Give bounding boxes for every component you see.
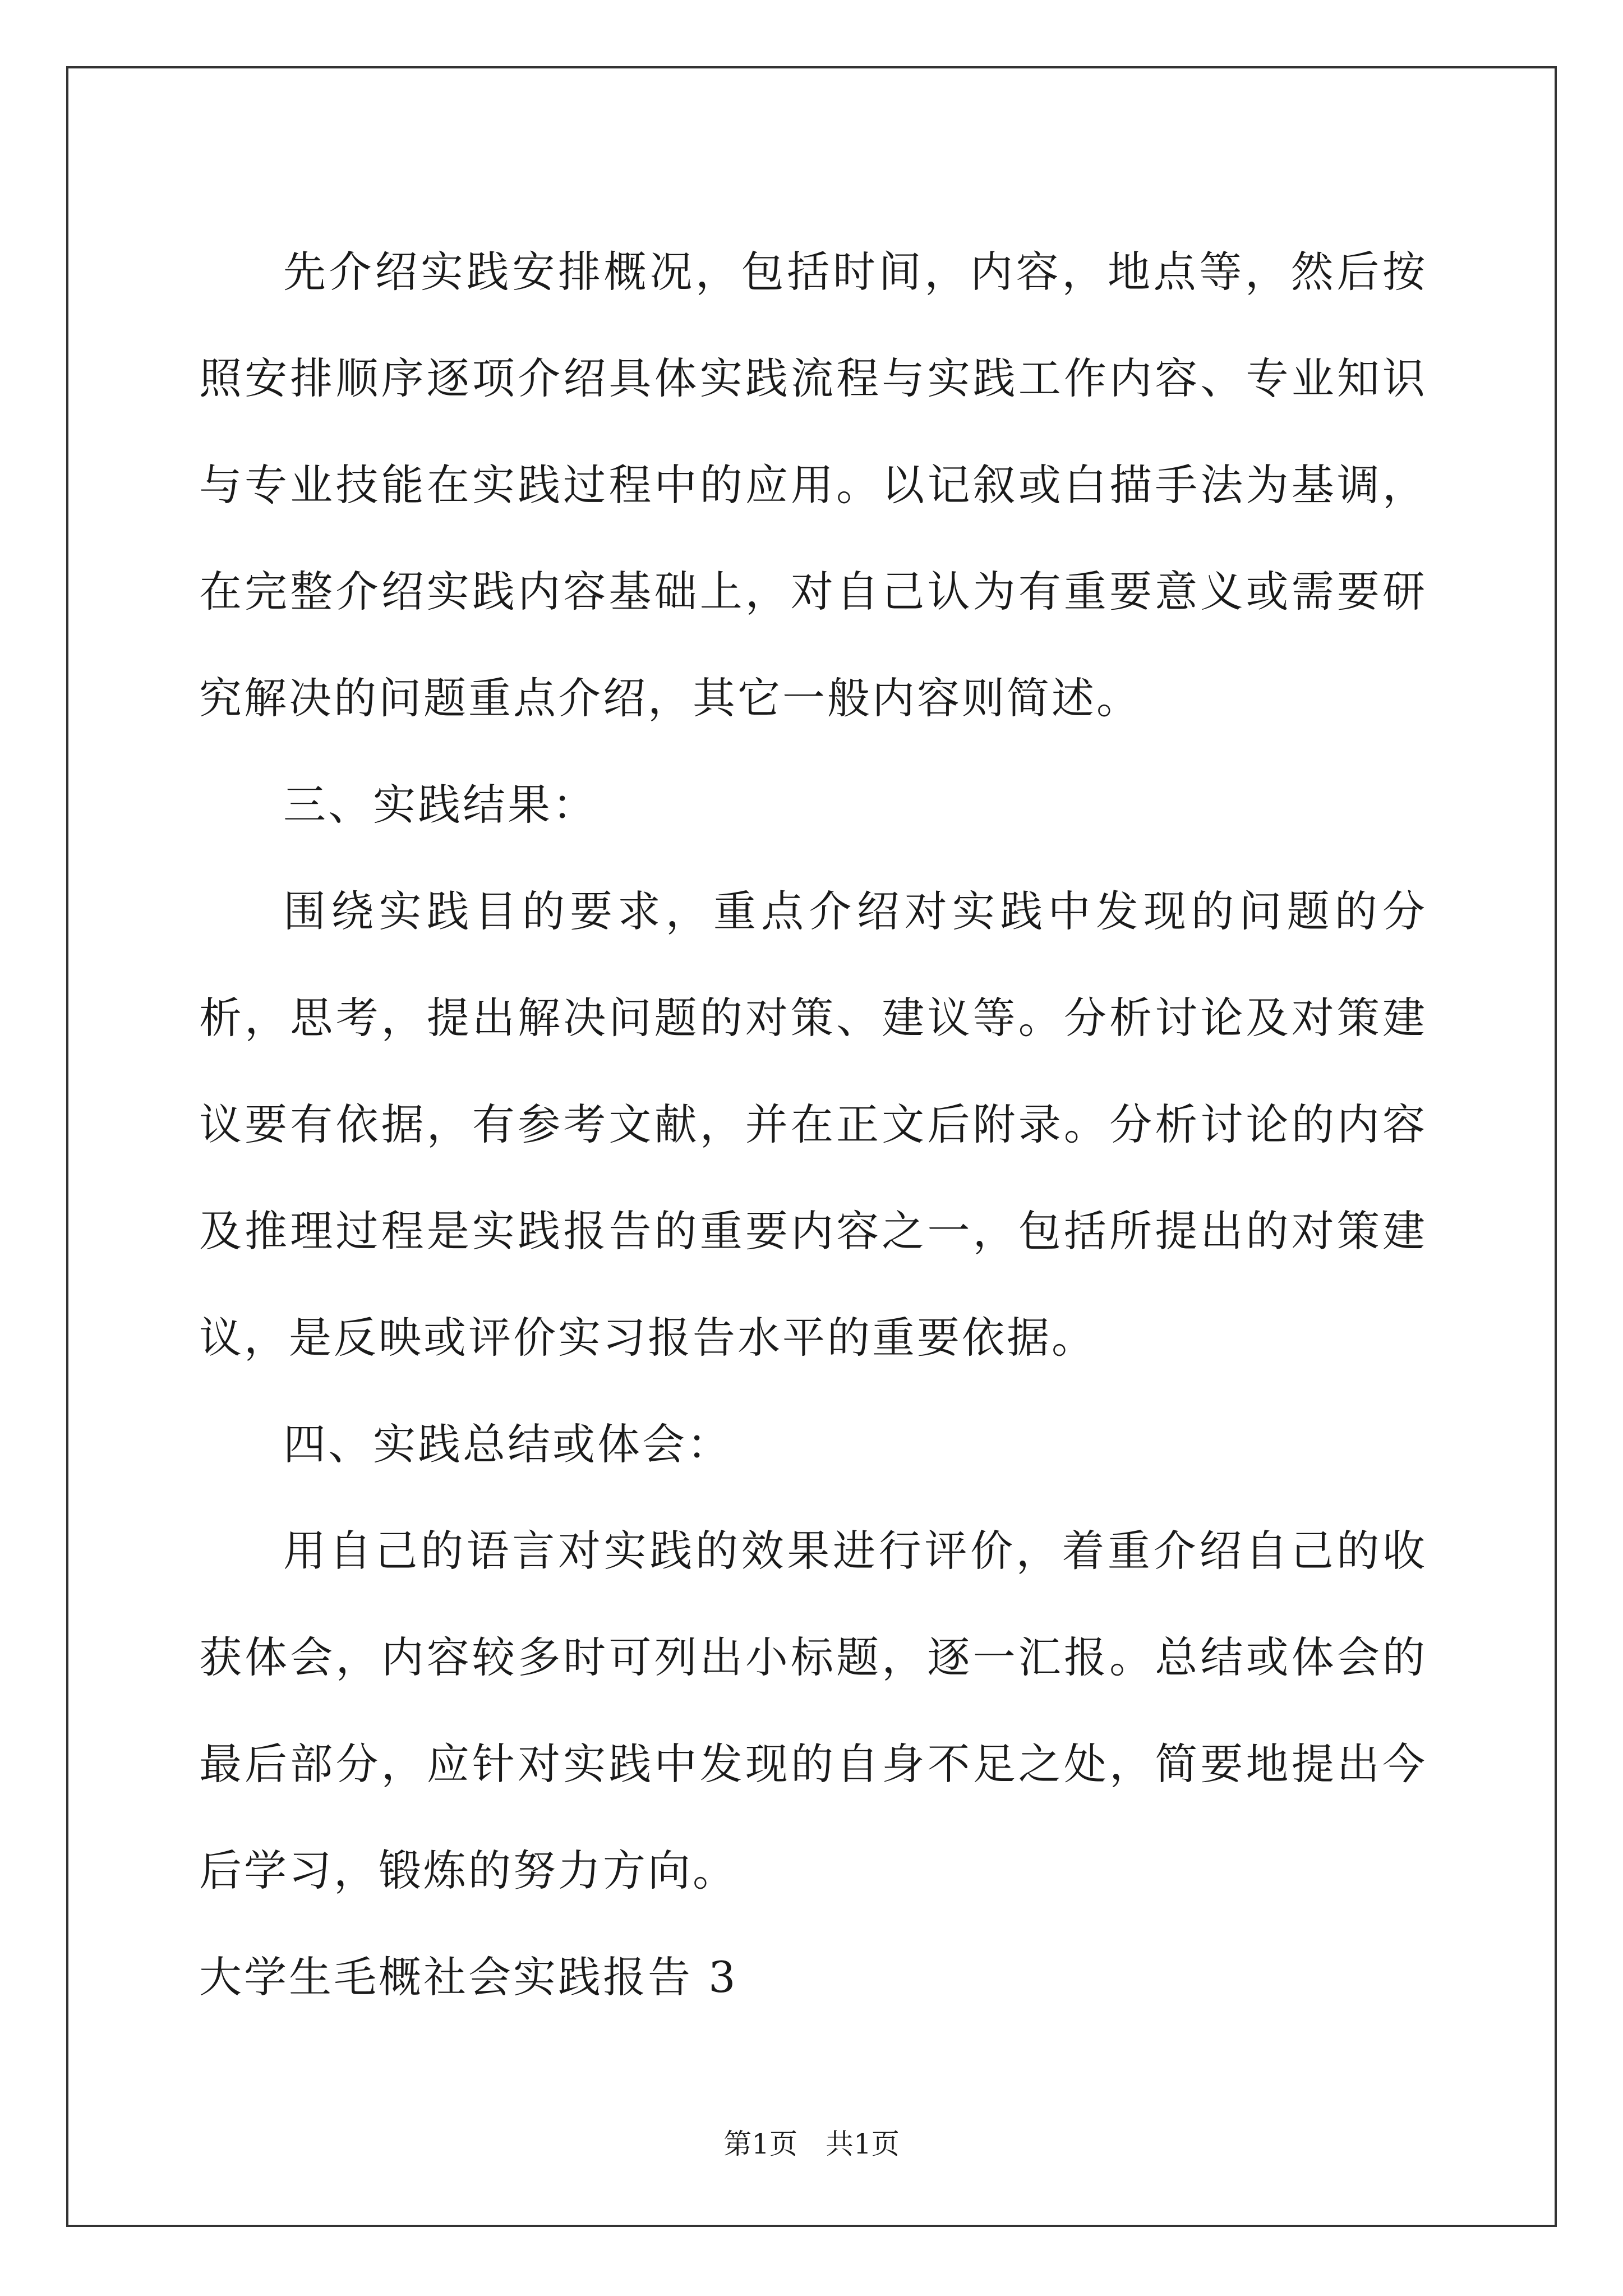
section-title-report-3: 大学生毛概社会实践报告 3 (199, 1952, 738, 2002)
page-number-current: 第1页 (723, 2128, 797, 2160)
page-number-total: 共1页 (826, 2128, 900, 2160)
page-footer (0, 2127, 1623, 2161)
heading-practice-results: 三、实践结果： (283, 780, 597, 830)
document-body (199, 219, 1427, 2031)
paragraph-practice-content: 先介绍实践安排概况，包括时间，内容，地点等，然后按照安排顺序逐项介绍具体实践流程与实践工作内容、专业知识与专业技能在实践过程中的应用。以记叙或白描手法为基调，在完整介绍实践内容基础上，对自己认为有重要意义或需要研究解决的问题重点介绍，其它一般内容则简述。 (199, 247, 1427, 723)
paragraph-practice-summary: 用自己的语言对实践的效果进行评价，着重介绍自己的收获体会，内容较多时可列出小标题，逐一汇报。总结或体会的最后部分，应针对实践中发现的自身不足之处，简要地提出今后学习，锻炼的努力方向。 (199, 1526, 1427, 1895)
heading-practice-summary: 四、实践总结或体会： (283, 1419, 732, 1469)
paragraph-practice-results: 围绕实践目的要求，重点介绍对实践中发现的问题的分析，思考，提出解决问题的对策、建议等。分析讨论及对策建议要有依据，有参考文献，并在正文后附录。分析讨论的内容及推理过程是实践报告的重要内容之一，包括所提出的对策建议，是反映或评价实习报告水平的重要依据。 (199, 886, 1427, 1363)
